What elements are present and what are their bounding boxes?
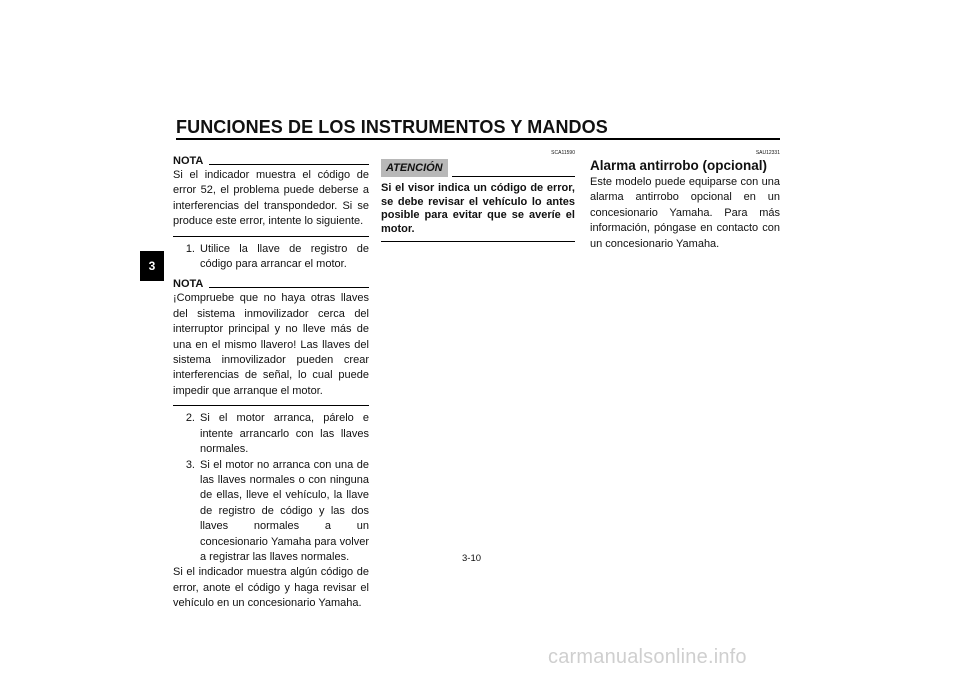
nota-end-rule [173,405,369,406]
step-number: 2. [185,412,195,425]
atencion-text: Si el visor indica un código de error, se debe revisar el vehículo lo antes posible para evitar que se averíe el motor. [381,182,575,236]
section-title: Alarma antirrobo (opcional) [590,158,768,173]
column-middle [381,150,575,242]
nota-end-rule [173,236,369,237]
section-text: Este modelo puede equiparse con una alarma antirrobo opcional en un concesionario Yamaha. Para más información, póngase en contacto con un concesionario Yamaha. [590,176,780,250]
nota-text: Si el indicador muestra el código de error 52, el problema puede deberse a interferencias del transpondedor. Si se produce este error, intente lo siguiente. [173,169,369,228]
column-right [590,150,780,252]
title-rule [176,138,780,140]
step-number: 3. [185,458,195,471]
list-item [173,411,369,457]
step-text: Si el motor arranca, párelo e intente arrancarlo con las llaves normales. [200,412,369,456]
nota-rule [209,164,369,165]
list-item [173,458,369,566]
nota-rule [209,287,369,288]
atencion-header [381,159,575,177]
step-text: Si el motor no arranca con una de las llaves normales o con ninguna de ellas, lleve el vehículo, la llave de registro de código y las dos llaves normales a un concesionario Yamaha para volver a registrar las llaves normales. [200,458,369,563]
nota-text: ¡Compruebe que no haya otras llaves del sistema inmovilizador cerca del interruptor principal y no lleve más de una en el mismo llavero! Las llaves del sistema inmovilizador pueden crear interferencias de señal, lo cual puede impedir que arranque el motor. [173,292,369,397]
nota-label: NOTA [173,278,204,291]
chapter-tab: 3 [140,251,164,281]
reference-code: SAU12331 [755,150,780,156]
column-left [173,155,369,612]
page-number: 3-10 [462,553,482,564]
atencion-rule [452,176,575,177]
nota-header [173,155,369,167]
atencion-badge: ATENCIÓN [381,159,448,177]
step-number: 1. [185,242,195,255]
atencion-end-rule [381,241,575,242]
reference-code: SCA11590 [551,150,575,156]
page-title: FUNCIONES DE LOS INSTRUMENTOS Y MANDOS [176,117,608,137]
watermark: carmanualsonline.info [548,646,747,668]
nota-header [173,278,369,290]
step-text: Utilice la llave de registro de código para arrancar el motor. [200,242,369,271]
nota-label: NOTA [173,155,204,167]
closing-paragraph: Si el indicador muestra algún código de error, anote el código y haga revisar el vehículo en un concesionario Yamaha. [173,566,369,610]
list-item [173,242,369,273]
